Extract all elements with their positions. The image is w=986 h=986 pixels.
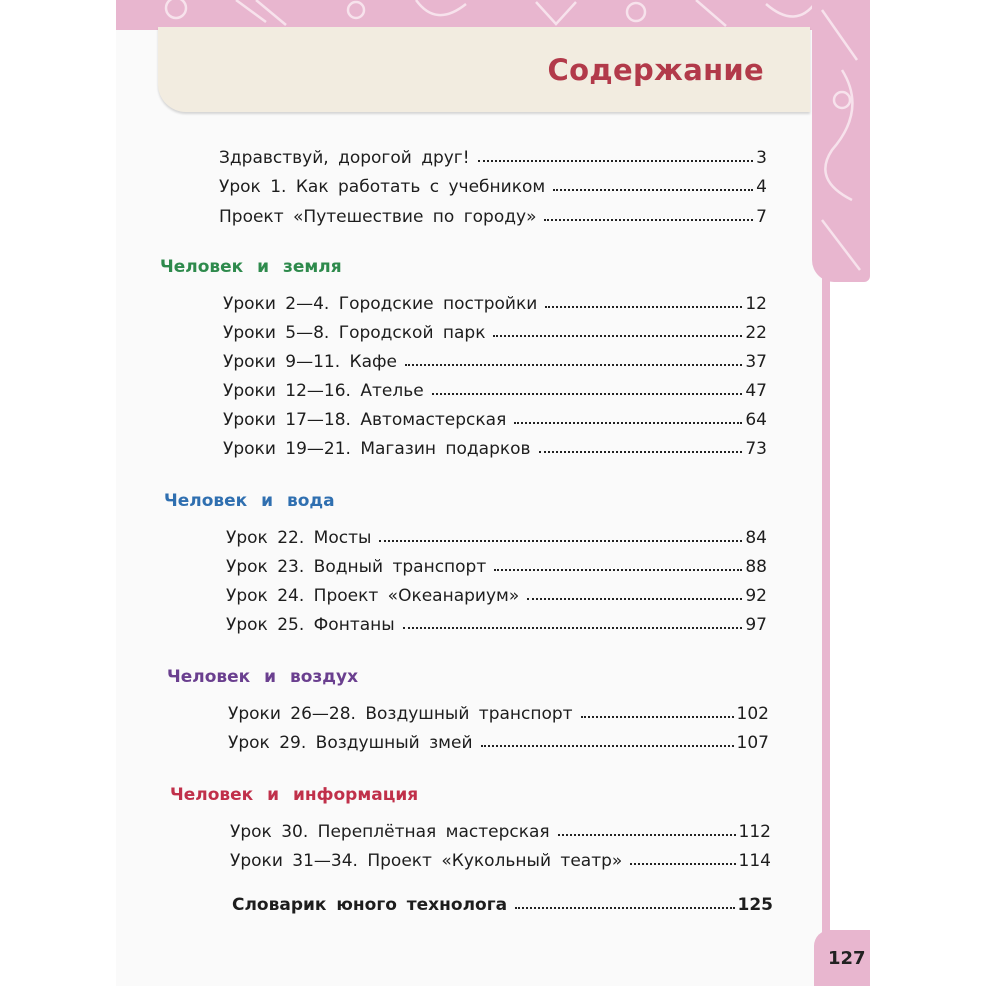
decor-doodles (116, 0, 870, 30)
toc-entry-page: 125 (737, 895, 773, 915)
toc-entry-label: Уроки 12—16. Ателье (223, 381, 424, 401)
section-heading-air: Человек и воздух (167, 667, 359, 687)
page-number-tab (814, 930, 870, 986)
leader-dots (432, 393, 743, 395)
toc-entry[interactable] (228, 727, 769, 753)
decor-doodles-side (812, 0, 870, 282)
toc-entry-label: Урок 25. Фонтаны (226, 615, 395, 635)
leader-dots (494, 569, 742, 571)
toc-entry[interactable] (230, 845, 771, 871)
leader-dots (515, 907, 734, 909)
page-number: 127 (828, 948, 866, 969)
toc-entry[interactable] (219, 142, 767, 168)
toc-entry-page: 114 (738, 851, 771, 871)
toc-entry-label: Уроки 2—4. Городские постройки (223, 294, 538, 314)
toc-entry[interactable] (228, 698, 769, 724)
toc-entry[interactable] (223, 288, 767, 314)
leader-dots (514, 422, 742, 424)
toc-entry-page: 102 (736, 704, 769, 724)
toc-entry-page: 112 (738, 822, 771, 842)
toc-entry-page: 64 (745, 410, 767, 430)
toc-entry-page: 88 (745, 557, 767, 577)
toc-entry-label: Урок 30. Переплётная мастерская (230, 822, 550, 842)
toc-entry-page: 37 (745, 352, 767, 372)
toc-entry-page: 84 (745, 528, 767, 548)
toc-entry-page: 3 (756, 148, 767, 168)
toc-entry-page: 92 (745, 586, 767, 606)
toc-entry-page: 22 (745, 323, 767, 343)
leader-dots (478, 160, 754, 162)
toc-entry-label: Здравствуй, дорогой друг! (219, 148, 470, 168)
leader-dots (581, 716, 734, 718)
leader-dots (405, 364, 742, 366)
toc-entry[interactable] (226, 580, 767, 606)
toc-entry[interactable] (226, 609, 767, 635)
title-banner (158, 27, 810, 112)
toc-entry[interactable] (223, 404, 767, 430)
toc-entry[interactable] (219, 201, 767, 227)
toc-entry-label: Урок 1. Как работать с учебником (219, 177, 546, 197)
leader-dots (545, 306, 742, 308)
toc-entry[interactable] (223, 317, 767, 343)
toc-entry-page: 12 (745, 294, 767, 314)
toc-entry[interactable] (219, 171, 767, 197)
leader-dots (539, 451, 743, 453)
leader-dots (493, 335, 742, 337)
toc-entry-label: Словарик юного технолога (232, 895, 508, 915)
leader-dots (379, 540, 742, 542)
leader-dots (630, 863, 735, 865)
right-edge-strip (822, 278, 830, 986)
section-heading-earth: Человек и земля (160, 257, 342, 277)
toc-entry[interactable] (226, 551, 767, 577)
toc-entry-label: Урок 29. Воздушный змей (228, 733, 473, 753)
toc-entry[interactable] (223, 346, 767, 372)
leader-dots (553, 189, 753, 191)
toc-entry-glossary[interactable] (232, 889, 773, 915)
toc-entry-page: 73 (745, 439, 767, 459)
toc-entry-label: Уроки 17—18. Автомастерская (223, 410, 507, 430)
toc-entry-label: Урок 22. Мосты (226, 528, 372, 548)
toc-entry-page: 47 (745, 381, 767, 401)
page-title: Содержание (547, 53, 764, 87)
section-heading-water: Человек и вода (164, 491, 335, 511)
leader-dots (558, 834, 736, 836)
toc-entry-label: Уроки 31—34. Проект «Кукольный театр» (230, 851, 623, 871)
top-decor-band (116, 0, 870, 30)
toc-entry[interactable] (226, 522, 767, 548)
toc-entry-page: 97 (745, 615, 767, 635)
toc-entry-page: 4 (756, 177, 767, 197)
toc-entry-label: Уроки 5—8. Городской парк (223, 323, 486, 343)
toc-entry-label: Уроки 26—28. Воздушный транспорт (228, 704, 573, 724)
leader-dots (481, 745, 734, 747)
toc-entry-label: Урок 24. Проект «Океанариум» (226, 586, 520, 606)
section-heading-information: Человек и информация (170, 785, 419, 805)
toc-entry[interactable] (223, 375, 767, 401)
page-margin (870, 0, 986, 986)
leader-dots (527, 598, 742, 600)
leader-dots (544, 219, 753, 221)
toc-entry-label: Урок 23. Водный транспорт (226, 557, 487, 577)
right-decor-panel (812, 0, 870, 282)
toc-entry-label: Уроки 9—11. Кафе (223, 352, 398, 372)
toc-entry-label: Проект «Путешествие по городу» (219, 207, 537, 227)
toc-entry-page: 7 (756, 207, 767, 227)
toc-entry-page: 107 (736, 733, 769, 753)
toc-entry-label: Уроки 19—21. Магазин подарков (223, 439, 531, 459)
toc-entry[interactable] (230, 816, 771, 842)
leader-dots (403, 627, 743, 629)
toc-entry[interactable] (223, 433, 767, 459)
